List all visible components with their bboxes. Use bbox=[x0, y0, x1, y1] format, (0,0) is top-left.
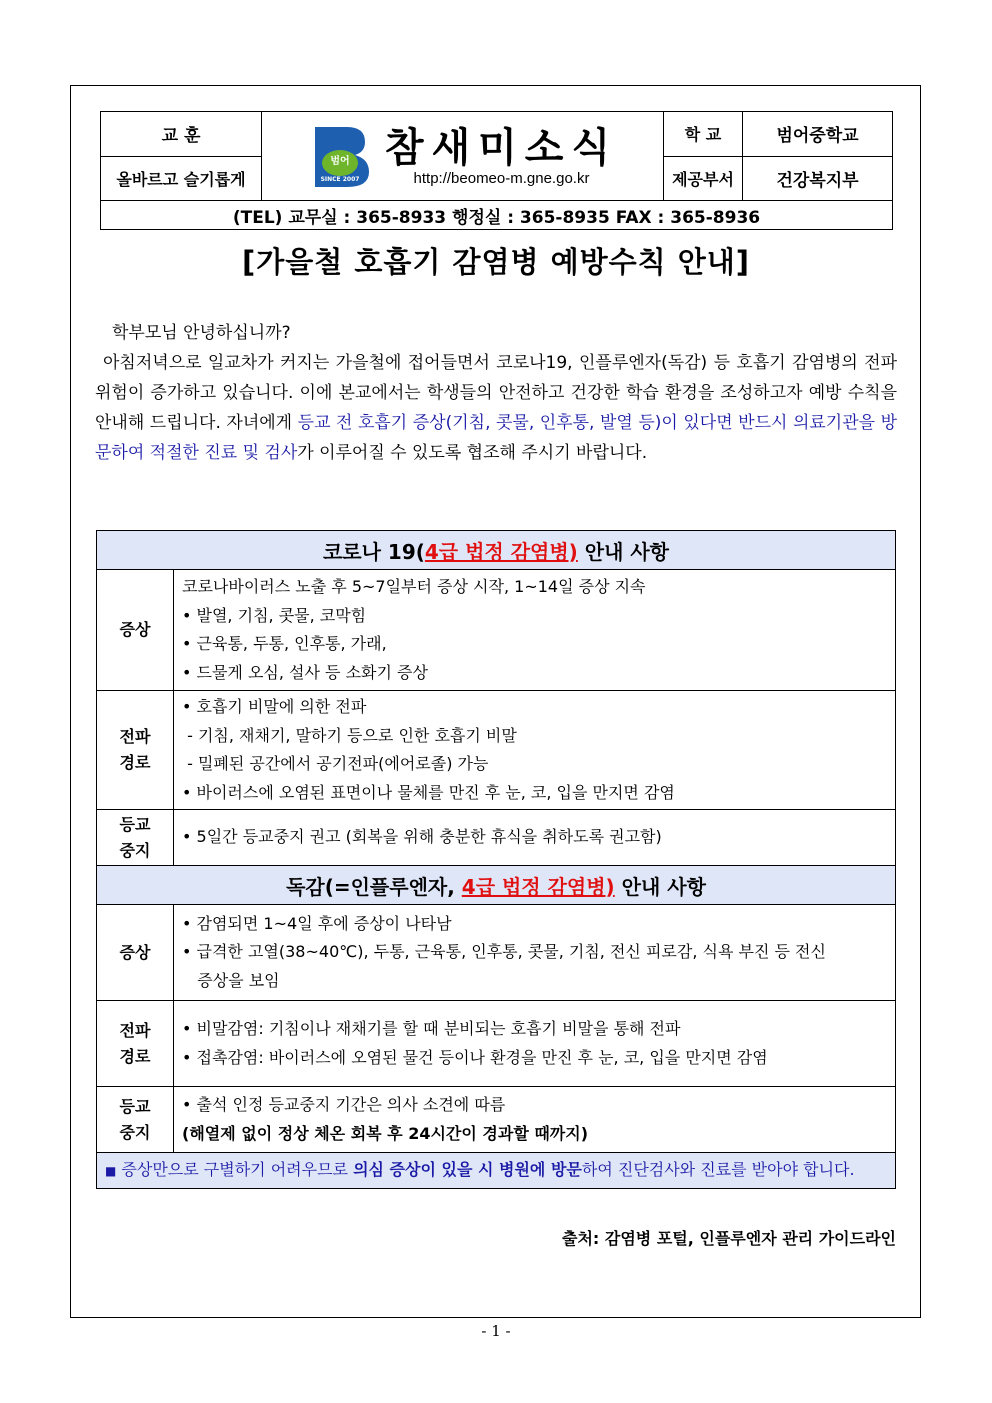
flu-symptom-line: • 급격한 고열(38~40℃), 두통, 근육통, 인후통, 콧물, 기침, 전신 피로감, 식욕 부진 등 전신 bbox=[182, 942, 826, 962]
school-name: 범어중학교 bbox=[743, 112, 893, 157]
intro-part1: 아침저녁으로 일교차가 커지는 가을철에 접어들면서 코로나19, 인플루엔자(독감) 등 호흡기 감염병의 전파 위험이 증가하고 있습니다. 이에 본교에서는 학생들의 안전하고 건강한 학습 환경을 조성하고자 예방 수칙을 안내해 드립니다. 자녀에게 bbox=[95, 353, 897, 433]
flu-symptom-line: 증상을 보임 bbox=[182, 970, 280, 990]
covid-stop-label-1: 등교 bbox=[119, 814, 151, 834]
square-bullet-icon: ■ bbox=[105, 1164, 117, 1178]
page-number: - 1 - bbox=[481, 1322, 511, 1340]
disease-info-table bbox=[96, 530, 896, 1189]
flu-title-pre: 독감(=인플루엔자, bbox=[286, 874, 462, 899]
logo-since: SINCE 2007 bbox=[320, 176, 360, 183]
intro-paragraph bbox=[95, 348, 897, 468]
contact-line: (TEL) 교무실 : 365-8933 행정실 : 365-8935 FAX : 365-8936 bbox=[101, 201, 893, 230]
motto-value: 올바르고 슬기롭게 bbox=[101, 156, 262, 201]
notice-part1: 증상만으로 구별하기 어려우므로 bbox=[116, 1160, 354, 1179]
covid-title-post: 안내 사항 bbox=[577, 539, 670, 564]
notice-bold: 의심 증상이 있을 시 병원에 방문 bbox=[353, 1160, 582, 1179]
covid-symptom-line: • 근육통, 두통, 인후통, 가래, bbox=[182, 634, 387, 653]
covid-route-label-2: 경로 bbox=[119, 753, 151, 772]
motto-label: 교 훈 bbox=[101, 112, 262, 157]
covid-symptoms bbox=[174, 570, 896, 691]
covid-route-label-1: 전파 bbox=[119, 727, 151, 746]
school-label: 학 교 bbox=[664, 112, 743, 157]
flu-route-label-1: 전파 bbox=[119, 1020, 151, 1040]
flu-stop-label-2: 중지 bbox=[119, 1122, 151, 1142]
covid-stop-label-2: 중지 bbox=[119, 840, 151, 860]
intro-part2: 가 이루어질 수 있도록 협조해 주시기 바랍니다. bbox=[297, 443, 648, 463]
covid-title-red: 4급 법정 감염병) bbox=[424, 539, 578, 564]
flu-stop-label bbox=[97, 1087, 174, 1153]
flu-stop-label-1: 등교 bbox=[119, 1096, 151, 1116]
covid-route-label bbox=[97, 691, 174, 810]
covid-stop: • 5일간 등교중지 권고 (회복을 위해 충분한 휴식을 취하도록 권고함) bbox=[174, 810, 896, 866]
newsletter-header bbox=[100, 111, 893, 230]
covid-section-title bbox=[97, 531, 896, 570]
school-logo-icon bbox=[307, 123, 373, 189]
covid-symptom-line: 코로나바이러스 노출 후 5~7일부터 증상 시작, 1~14일 증상 지속 bbox=[182, 577, 646, 596]
flu-route-label bbox=[97, 1001, 174, 1087]
flu-symptom-line: • 감염되면 1~4일 후에 증상이 나타남 bbox=[182, 913, 452, 933]
flu-route bbox=[174, 1001, 896, 1087]
covid-route bbox=[174, 691, 896, 810]
flu-section-title bbox=[97, 866, 896, 905]
covid-route-line: • 호흡기 비말에 의한 전파 bbox=[182, 697, 367, 716]
covid-route-line: • 바이러스에 오염된 표면이나 물체를 만진 후 눈, 코, 입을 만지면 감염 bbox=[182, 782, 675, 802]
flu-stop-line: • 출석 인정 등교중지 기간은 의사 소견에 따름 bbox=[182, 1095, 506, 1114]
school-url[interactable]: http://beomeo-m.gne.go.kr bbox=[413, 169, 590, 187]
logo-text: 범어 bbox=[330, 156, 350, 167]
covid-route-line: - 밀폐된 공간에서 공기전파(에어로졸) 가능 bbox=[182, 754, 489, 773]
flu-title-post: 안내 사항 bbox=[614, 874, 706, 899]
covid-symptom-line: • 드물게 오심, 설사 등 소화기 증상 bbox=[182, 662, 428, 682]
source-citation: 출처: 감염병 포털, 인플루엔자 관리 가이드라인 bbox=[562, 1229, 896, 1248]
intro-text bbox=[95, 318, 897, 468]
flu-route-label-2: 경로 bbox=[119, 1046, 151, 1066]
flu-stop-note: (해열제 없이 정상 체온 회복 후 24시간이 경과할 때까지) bbox=[182, 1123, 589, 1143]
notice-box bbox=[97, 1153, 896, 1189]
dept-label: 제공부서 bbox=[664, 156, 743, 201]
covid-route-line: - 기침, 재채기, 말하기 등으로 인한 호흡기 비말 bbox=[182, 725, 517, 745]
flu-symptoms-label: 증상 bbox=[97, 905, 174, 1001]
greeting: 학부모님 안녕하십니까? bbox=[112, 323, 291, 343]
covid-symptoms-label: 증상 bbox=[97, 570, 174, 691]
notice-part2: 하여 진단검사와 진료를 받아야 합니다. bbox=[581, 1160, 855, 1179]
covid-title-pre: 코로나 19( bbox=[322, 539, 425, 564]
intro-highlight: 등교 전 호흡기 증상(기침, 콧물, 인후통, 발열 등)이 있다면 반드시 의료기관을 방문하여 적절한 진료 및 검사 bbox=[95, 413, 898, 463]
covid-symptom-line: • 발열, 기침, 콧물, 코막힘 bbox=[182, 605, 367, 625]
document-title: [가을철 호흡기 감염병 예방수칙 안내] bbox=[241, 245, 751, 279]
newsletter-title: 참새미소식 bbox=[384, 124, 619, 171]
flu-symptoms bbox=[174, 905, 896, 1001]
flu-route-line: • 접촉감염: 바이러스에 오염된 물건 등이나 환경을 만진 후 눈, 코, 입을 만지면 감염 bbox=[182, 1047, 768, 1067]
flu-route-line: • 비말감염: 기침이나 재채기를 할 때 분비되는 호흡기 비말을 통해 전파 bbox=[182, 1019, 681, 1038]
dept-name: 건강복지부 bbox=[743, 156, 893, 201]
flu-title-red: 4급 법정 감염병) bbox=[461, 874, 615, 899]
logo-area bbox=[262, 112, 664, 201]
covid-stop-label bbox=[97, 810, 174, 866]
flu-stop bbox=[174, 1087, 896, 1153]
